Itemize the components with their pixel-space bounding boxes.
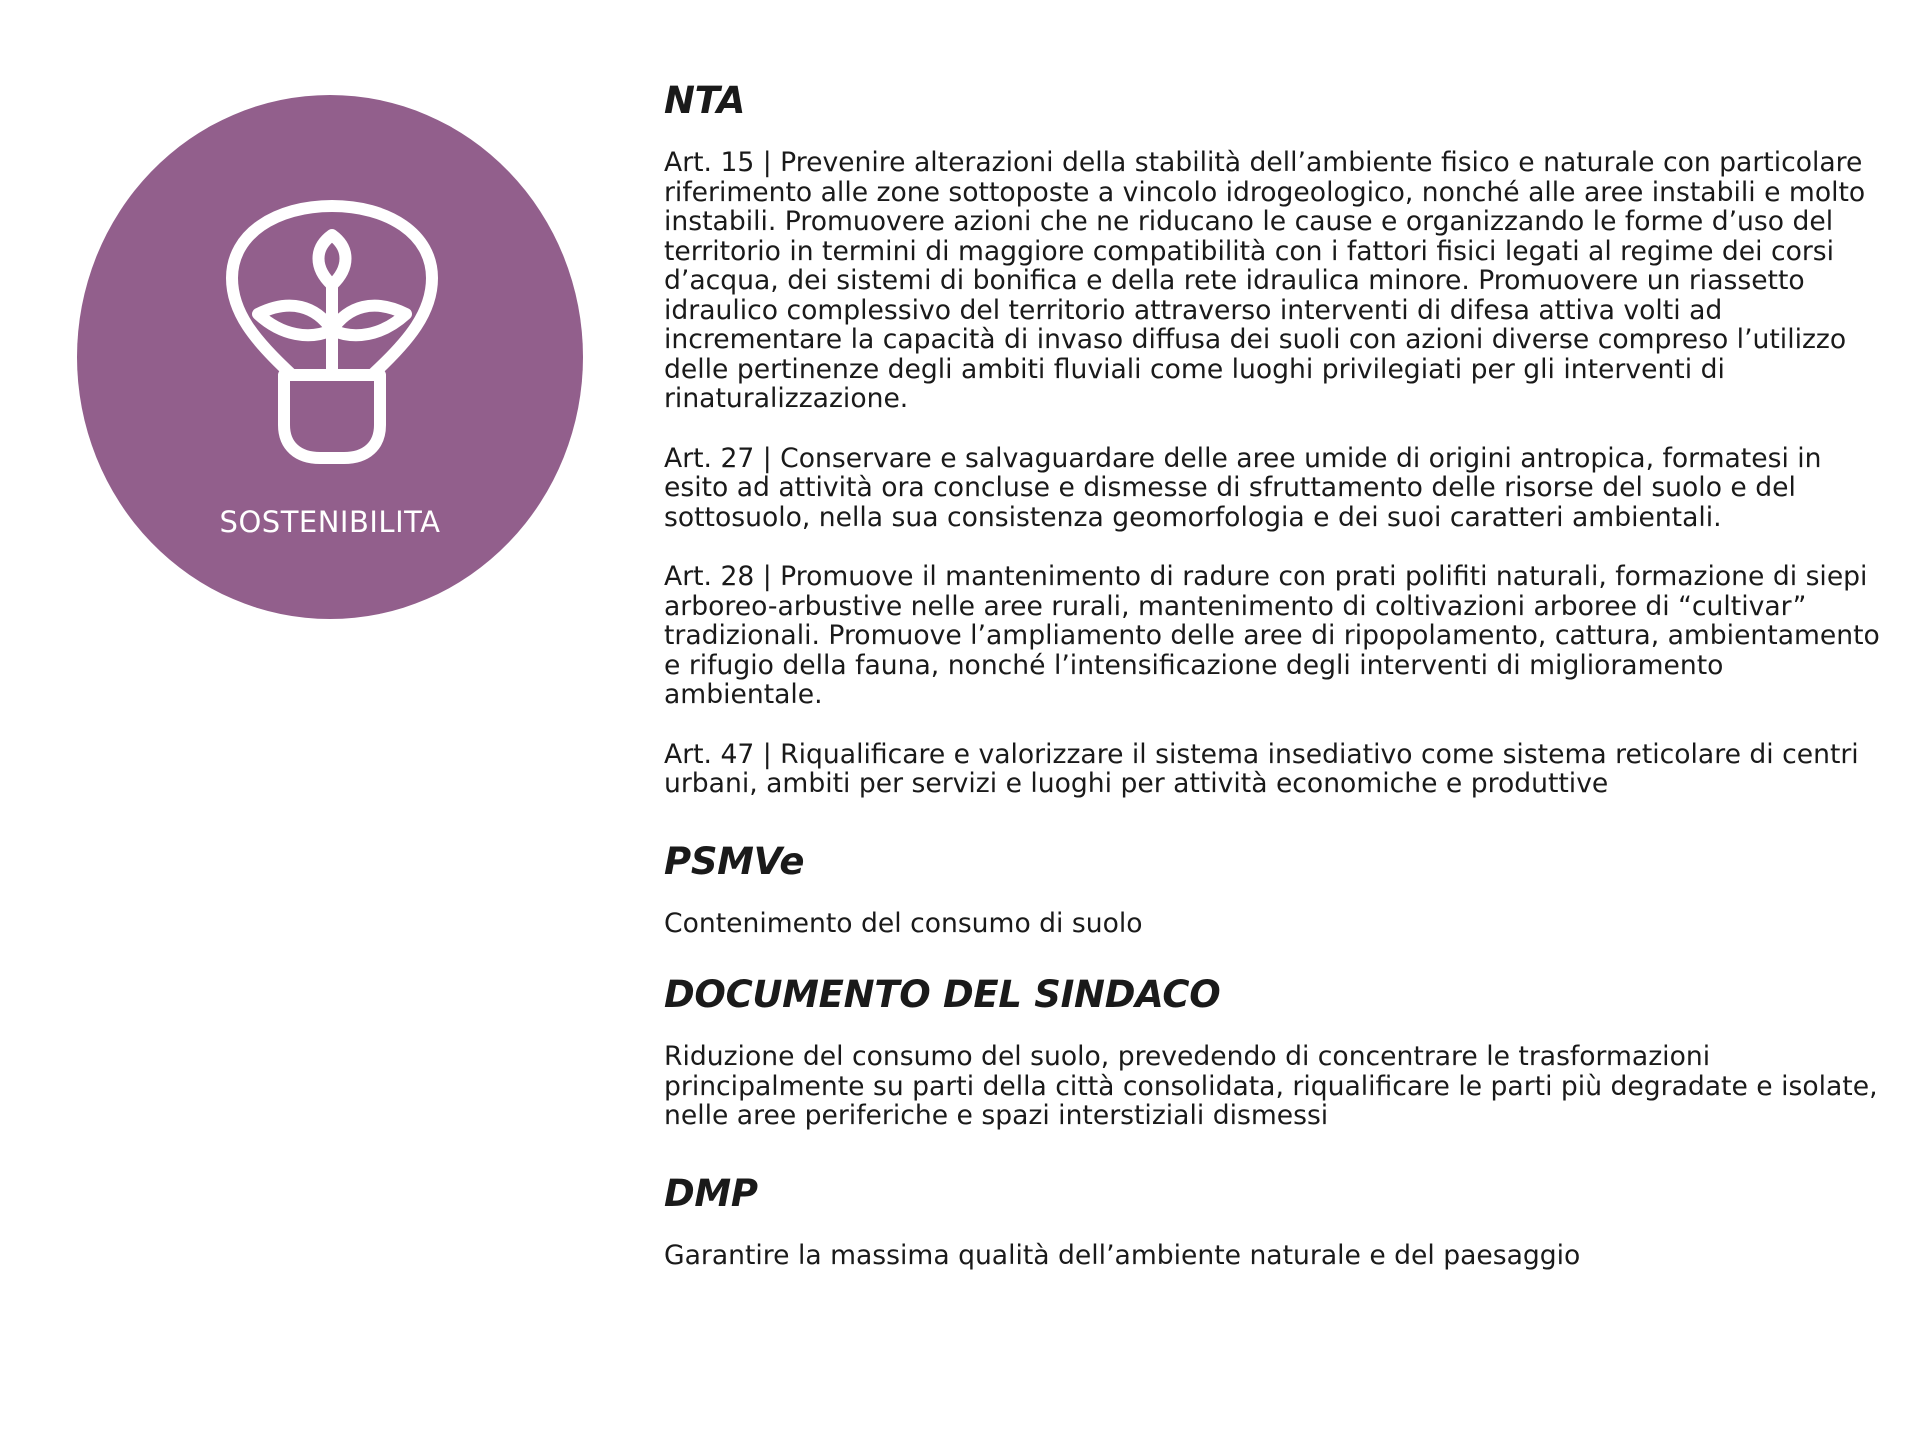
badge-label: SOSTENIBILITA	[219, 505, 441, 539]
paragraph: Art. 28 | Promuove il mantenimento di radure con prati polifiti naturali, formazione di siepi arboreo-arbustive nelle aree rurali, mantenimento di coltivazioni arboree di “cultivar” tradizionali. Promuove l’ampliamento delle aree di ripopolamento, cattura, ambientamento e rifugio della fauna, nonché l’intensificazione degli interventi di miglioramento ambientale.	[664, 561, 1880, 710]
main-content	[664, 78, 1884, 1300]
lightbulb-plant-icon	[226, 200, 438, 464]
paragraph: Contenimento del consumo di suolo	[664, 907, 1143, 939]
paragraph: Art. 27 | Conservare e salvaguardare delle aree umide di origini antropica, formatesi in esito ad attività ora concluse e dismesse di sfruttamento delle risorse del suolo e del sottosuolo, nella sua consistenza geomorfologia e dei suoi caratteri ambientali.	[664, 442, 1822, 533]
section-title: DOCUMENTO DEL SINDACO	[664, 973, 1221, 1016]
section-title: DMP	[664, 1171, 758, 1215]
paragraph: Riduzione del consumo del suolo, prevedendo di concentrare le trasformazioni principalmente su parti della città consolidata, riqualificare le parti più degradate e isolate, nelle aree periferiche e spazi interstiziali dismessi	[664, 1041, 1878, 1131]
section-documento-del-sindaco	[664, 972, 1884, 1131]
section-title: NTA	[664, 79, 746, 122]
section-title: PSMVe	[664, 839, 805, 883]
paragraph: Garantire la massima qualità dell’ambiente naturale e del paesaggio	[664, 1239, 1581, 1271]
sustainability-badge	[77, 95, 583, 619]
section-nta	[664, 78, 1884, 799]
section-dmp	[664, 1171, 1884, 1271]
paragraph: Art. 47 | Riqualificare e valorizzare il sistema insediativo come sistema reticolare di centri urbani, ambiti per servizi e luoghi per attività economiche e produttive	[664, 738, 1859, 799]
paragraph: Art. 15 | Prevenire alterazioni della stabilità dell’ambiente fisico e naturale con particolare riferimento alle zone sottoposte a vincolo idrogeologico, nonché alle aree instabili e molto instabili. Promuovere azioni che ne riducano le cause e organizzando le forme d’uso del territorio in termini di maggiore compatibilità con i fattori fisici legati al regime dei corsi d’acqua, dei sistemi di bonifica e della rete idraulica minore. Promuovere un riassetto idraulico complessivo del territorio attraverso interventi di difesa attiva volti ad incrementare la capacità di invaso diffusa dei suoli con azioni diverse compreso l’utilizzo delle pertinenze degli ambiti fluviali come luoghi privilegiati per gli interventi di rinaturalizzazione.	[664, 147, 1866, 414]
section-psmve	[664, 839, 1884, 939]
